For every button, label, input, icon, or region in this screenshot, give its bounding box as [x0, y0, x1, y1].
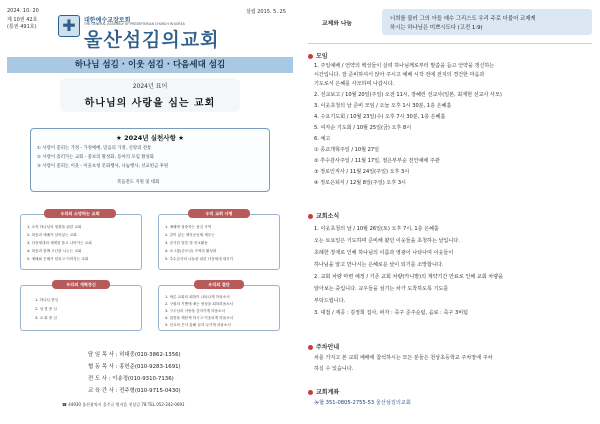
parking-line: 차를 가지고 본 교회 예배에 참석하시는 모든 분들은 천상초등학교 주차장에 주차: [314, 355, 493, 361]
fellowship-verse-line: 하시는 하나님은 미쁘시도다 (고전 1:9): [390, 25, 483, 31]
staff-evangelist: 전 도 사 : 이송정(010-9310-7136): [88, 376, 174, 382]
practice-goal-item: ② 사랑이 흘러가는 교회 - 중보의 활성화, 동아리 모임 활성화: [37, 155, 155, 160]
box-item: 1. 예배에 집중하는 섬김 사역: [165, 225, 212, 229]
box-item: 2. 복음과 예배가 살아있는 교회: [27, 233, 77, 237]
box-item: 4. 복음과 함께 고난을 나누는 교회: [27, 249, 82, 253]
meeting-line: ③ 정로인직사 / 11월 24일(주일) 오후 3시: [314, 169, 410, 175]
news-line: 초례한 장재로 인해 하나님의 이름과 영광이 나타나며 이웃들이: [314, 250, 454, 256]
church-logo: [58, 15, 80, 37]
bulletin-issue-total: (통권 491호): [7, 24, 37, 30]
church-address: ☎ 44930 울산광역시 울주군 범서읍 천상길 78 TEL 052-242-0691: [62, 402, 185, 407]
box-item: 3. 다음세대의 세계를 품고 나아가는 교회: [27, 241, 92, 245]
news-line: 알아보는 중입니다. 교우들을 섬기는 차가 도착하도록 기도를: [314, 286, 449, 292]
reform-spirit-box: [20, 285, 142, 331]
bulletin-date: 2024. 10. 20: [7, 8, 39, 14]
church-mission-box: [158, 214, 280, 270]
box-item: 2. 구원의 기쁨에 매는 영성을 회복하옵소서: [165, 302, 234, 306]
box-item: 2. 같이 있는 제자공동체 세우는: [165, 233, 215, 237]
box-item: 2. 성 경 중 심: [35, 307, 57, 311]
section-title-text: 교회소식: [316, 213, 340, 220]
parking-line: 하실 수 있습니다.: [314, 366, 354, 372]
practice-goals-frame: [30, 128, 270, 192]
founded-date: 설립 2015. 5. 25: [246, 9, 286, 15]
section-divider: [308, 43, 592, 44]
church-name: 울산섬김의교회: [84, 29, 220, 51]
news-line: 오는 토요일은 기도하며 준비해 왔던 이웃들을 초청하는 날입니다.: [314, 238, 460, 244]
box-item: 3. 구주님의 사랑을 갚아가게 하옵소서: [165, 309, 226, 313]
meeting-line: 1. 주일예배 / 언약의 백성들이 살려 하나님께로부터 말씀을 듣고 언약을 갱신하는: [314, 63, 495, 69]
meeting-line: 6. 예고: [314, 136, 331, 142]
practice-goal-item: ① 사랑이 꽃피는 가정 - 가정예배, 믿음의 가정, 신앙의 전통: [37, 146, 152, 151]
denomination-english: THE GENERAL ASSEMBLY OF PRESBYTERIAN CHURCH IN KOREA: [84, 22, 185, 26]
meeting-line: 기도로서 은혜를 사모하며 나갑시다.: [314, 81, 395, 87]
meeting-line: 시간입니다. 잘 준비하셔서 앉아 주시고 예배 시작 전에 전지의 경건한 마음과: [314, 72, 485, 78]
box-item: 3. 공사한 말씀 빛 선교활동: [165, 241, 208, 245]
practice-goal-item: ③ 사랑이 꽃피는 이웃 - 이웃초청 문화행사, 나눔행사, 선교헌금 후원: [37, 164, 169, 169]
staff-associate-pastor: 협 동 목 사 : 홍헌준(010-9283-1691): [88, 364, 181, 370]
bulletin-issue: 제 10권 42호: [7, 17, 38, 23]
meeting-line: ④ 정로은퇴식 / 12월 8일(주일) 오후 3시: [314, 180, 406, 186]
news-line: 하나님을 알고 만나시는 은혜로운 날이 되기를 소망합니다.: [314, 262, 444, 268]
fellowship-verse-box: [382, 9, 592, 35]
box-item: 3. 교 회 중 심: [35, 316, 57, 320]
church-mission-tag: 우리 교회 사명: [188, 209, 250, 218]
practice-goals-title: ★ 2024년 실천사항 ★: [116, 134, 184, 142]
staff-education: 교 육 간 사 : 전주형(010-9715-0430): [88, 388, 181, 394]
box-item: 4. 소그룹(순모임) 사역의 활성화: [165, 249, 217, 253]
cross-icon: ✚: [62, 16, 76, 35]
hope-church-tag: 우리의 소망하는 교회: [44, 209, 116, 218]
resolution-box: [158, 285, 280, 331]
resolution-tag: 우리의 결단: [194, 280, 244, 289]
box-item: 1. 바른 교회의 회복이 나타나게 하옵소서: [165, 295, 230, 299]
box-item: 1. 오직 하나님의 영광을 위한 교회: [27, 225, 82, 229]
staff-senior-pastor: 담 임 목 사 : 허대중(010-3862-1356): [88, 352, 181, 358]
hope-church-box: [20, 214, 142, 270]
news-line: 1. 이웃초청의 날 / 10월 26일(토) 오후 7시, 1층 은혜홀: [314, 226, 439, 232]
theme-year-label: 2024년 표어: [132, 83, 168, 90]
theme-text: 하나님의 사랑을 심는 교회: [84, 98, 216, 109]
meeting-line: 3. 이웃초청의 날 준비 모임 / 오늘 오후 1시 30분, 1층 은혜홀: [314, 103, 452, 109]
bank-account: 농협 351-0805-2755-53 울산섬김의교회: [314, 400, 411, 406]
account-section-title: [308, 387, 339, 396]
denomination: 대한예수교장로회: [84, 17, 131, 24]
bullet-icon: [308, 390, 313, 395]
news-line: 부탁드립니다.: [314, 298, 346, 304]
box-item: 1. 하나님 중심: [35, 298, 59, 302]
theme-block: [60, 78, 240, 112]
box-item: 5. 선교의 은사 통해 섬겨 나가게 하옵소서: [165, 323, 231, 327]
section-title-text: 교회계좌: [316, 389, 340, 396]
box-item: 5. 추수감사의 나눔을 위한 다음세대 세우기: [165, 257, 234, 261]
practice-goal-tail: 복음전도 지원 및 대회: [117, 180, 160, 185]
section-title-text: 모임: [316, 53, 328, 60]
meeting-line: 5. 여자순 기도회 / 10월 25일(금) 오후 8시: [314, 125, 412, 131]
section-title-text: 주차안내: [316, 344, 340, 351]
news-line: 3. 대접 / 제공 : 김정희 집사, 퍼자 : 죽구 준주순팀, 음료 : 죽구 3비팀: [314, 310, 469, 316]
news-line: 2. 교회 차량 마련 예정 / 기존 교회 차량(카니발)의 계약기간 만료로 인해 교회 차량을: [314, 274, 504, 280]
church-news-section-title: [308, 211, 339, 220]
bullet-icon: [308, 214, 313, 219]
box-item: 4. 말씀을 깨닫게 하시고 이웃되게 하옵소서: [165, 316, 234, 320]
reform-spirit-tag: 우리의 개혁정신: [52, 280, 110, 289]
fellowship-label: 교제와 나눔: [322, 21, 353, 27]
parking-section-title: [308, 342, 339, 351]
meeting-line: 2. 선교보고 / 10월 20일(주일) 오전 11시, 장혜린 선교사(일본, 최재헌 선교사 사모): [314, 92, 502, 98]
box-item: 5. 예배와 은혜가 넘치고 이어지는 교회: [27, 257, 89, 261]
bullet-icon: [308, 54, 313, 59]
right-page: [300, 0, 600, 424]
meeting-line: 4. 수요기도회 / 10월 23일(수) 오후 7시 30분, 1층 은혜홀: [314, 114, 446, 120]
fellowship-verse-line: 너희를 불러 그의 아들 예수 그리스도 우리 주로 더불어 교제케: [390, 16, 536, 22]
vision-bar: 하나님 섬김 · 이웃 섬김 · 다음세대 섬김: [7, 57, 293, 73]
meeting-line: ② 추수감사주일 / 11월 17일, 절은부부순 전인예배 주관: [314, 158, 440, 164]
bullet-icon: [308, 345, 313, 350]
meetings-section-title: [308, 51, 328, 60]
meeting-line: ① 종교개혁주일 / 10월 27일: [314, 147, 380, 153]
